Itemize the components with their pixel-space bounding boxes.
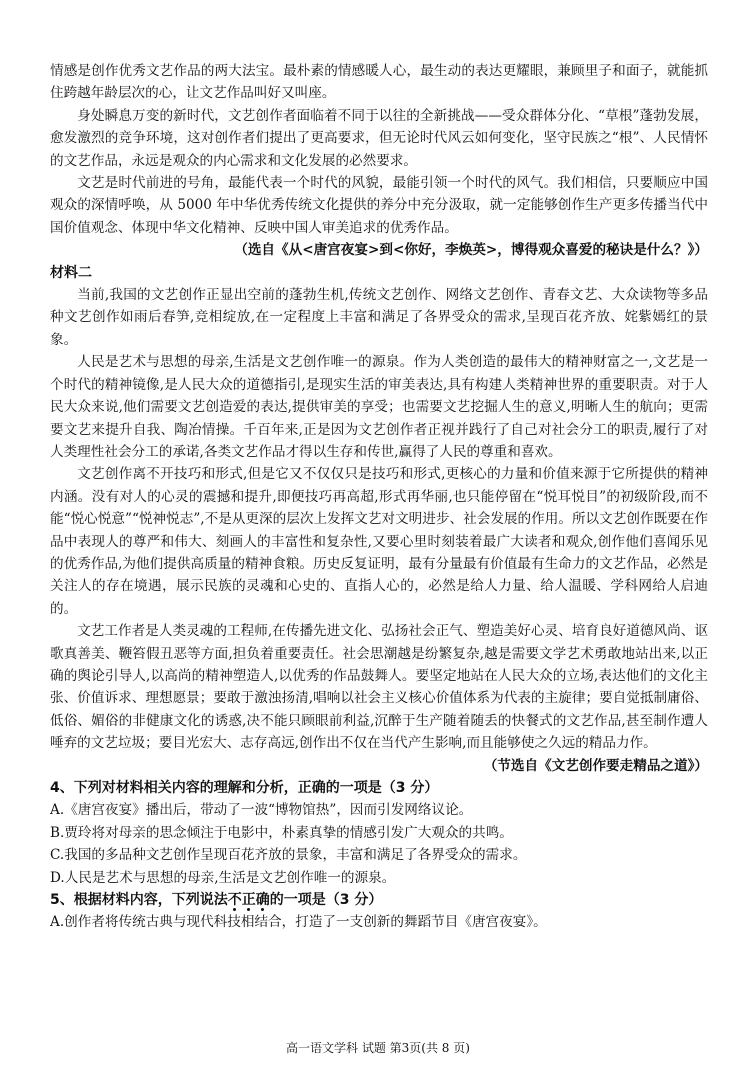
material2-paragraph: 人民是艺术与思想的母亲,生活是文艺创作唯一的源泉。作为人类创造的最伟大的精神财富之一,文艺是一个时代的精神镜像,是人民大众的道德指引,是现实生活的审美表达,具有构建人类精神世界的重要职责。对于人民大众来说,他们需要文艺创造爱的表达,提供审美的享受；也需要文艺挖掘人生的意义,明晰人生的航向；更需要文艺来提升自我、陶冶情操。千百年来,正是因为文艺创作者正视并践行了自己对社会分工的职责,履行了对人类理性社会分工的承诺,各类文艺作品才得以生存和传世,赢得了人民的尊重和喜欢。 [50, 354, 708, 460]
question-4-option-a: A.《唐宫夜宴》播出后，带动了一波“博物馆热”，因而引发网络议论。 [50, 802, 473, 819]
question-4-option-c: C.我国的多品种文艺创作呈现百花齐放的景象，丰富和满足了各界受众的需求。 [50, 847, 527, 864]
page-footer: 高一语文学科 试题 第3页(共 8 页) [286, 1041, 470, 1055]
question-4-stem: 4、下列对材料相关内容的理解和分析，正确的一项是（3 分） [50, 780, 439, 796]
emphasis-char: 确 [255, 892, 270, 909]
question-5-stem [50, 889, 708, 911]
question-4-option-b: B.贾玲将对母亲的思念倾注于电影中，朴素真挚的情感引发广大观众的共鸣。 [50, 824, 513, 841]
emphasis-char: 正 [241, 892, 256, 909]
material2-paragraph: 文艺创作离不开技巧和形式,但是它又不仅仅只是技巧和形式,更核心的力量和价值来源于它所提供的精神内涵。没有对人的心灵的震撼和提升,即便技巧再高超,形式再华丽,也只能停留在“悦耳悦目”的初级阶段,而不能“悦心悦意”“悦神悦志”,不是从更深的层次上发挥文艺对文明进步、社会发展的作用。所以文艺创作既要在作品中表现人的尊严和伟大、刻画人的丰富性和复杂性,又要心里时刻装着最广大读者和观众,创作他们喜闻乐见的优秀作品,为他们提供高质量的精神食粮。历史反复证明，最有分量最有价值最有生命力的文艺作品，必然是关注人的存在境遇，展示民族的灵魂和心史的、直指人心的，必然是给人力量、给人温暖、学科网给人启迪的。 [50, 466, 708, 617]
material2-heading: 材料二 [50, 264, 92, 281]
question-5-stem-pre: 5、根据材料内容，下列说法 [50, 892, 228, 909]
material1-paragraph: 文艺是时代前进的号角，最能代表一个时代的风貌，最能引领一个时代的风气。我们相信，只要顺应中国观众的深情呼唤，从 5000 年中华优秀传统文化提供的养分中充分汲取，就一定能够创作生产更多传播当代中国价值观念、体现中华文化精神、反映中国人审美追求的优秀作品。 [50, 175, 708, 236]
material1-source: （选自《从<唐宫夜宴>到<你好，李焕英>，博得观众喜爱的秘诀是什么？》） [234, 242, 708, 259]
material2-paragraph: 文艺工作者是人类灵魂的工程师,在传播先进文化、弘扬社会正气、塑造美好心灵、培育良好道德风尚、讴歌真善美、鞭笞假丑恶等方面,担负着重要责任。社会思潮越是纷繁复杂,越是需要文学艺术勇敢地站出来,以正确的舆论引导人,以高尚的精神塑造人,以优秀的作品鼓舞人。要坚定地站在人民大众的立场,表达他们的文化主张、价值诉求、理想愿景；要敢于激浊扬清,唱响以社会主义核心价值体系为代表的主旋律；要自觉抵制庸俗、低俗、媚俗的非健康文化的诱惑,决不能只顾眼前利益,沉醉于生产随着随丢的快餐式的文艺作品,甚至制作遭人唾弃的文艺垃圾；要目光宏大、志存高远,创作出不仅在当代产生影响,而且能够使之久远的精品力作。 [50, 623, 708, 752]
page-body [50, 60, 708, 934]
material2-source: （节选自《文艺创作要走精品之道》） [483, 757, 708, 774]
question-5-stem-post: 的一项是（3 分） [269, 892, 383, 909]
material1-paragraph: 情感是创作优秀文艺作品的两大法宝。最朴素的情感暖人心，最生动的表达更耀眼，兼顾里子和面子，就能抓住跨越年龄层次的心，让文艺作品叫好又叫座。 [50, 63, 708, 102]
material2-paragraph: 当前,我国的文艺创作正显出空前的蓬勃生机,传统文艺创作、网络文艺创作、青春文艺、大众读物等多品种文艺创作如雨后春笋,竞相绽放,在一定程度上丰富和满足了各界受众的需求,呈现百花齐放、姹紫嫣红的景象。 [50, 287, 708, 348]
question-4-option-d: D.人民是艺术与思想的母亲,生活是文艺创作唯一的源泉。 [50, 869, 396, 886]
material1-paragraph: 身处瞬息万变的新时代，文艺创作者面临着不同于以往的全新挑战——受众群体分化、“草根”蓬勃发展，愈发激烈的竞争环境，这对创作者们提出了更高要求，但无论时代风云如何变化，坚守民族之“根”、人民情怀的文艺作品，永远是观众的内心需求和文化发展的必然要求。 [50, 107, 708, 169]
question-5-option-a: A.创作者将传统古典与现代科技相结合，打造了一支创新的舞蹈节目《唐宫夜宴》。 [50, 914, 547, 931]
emphasis-char: 不 [227, 892, 242, 909]
